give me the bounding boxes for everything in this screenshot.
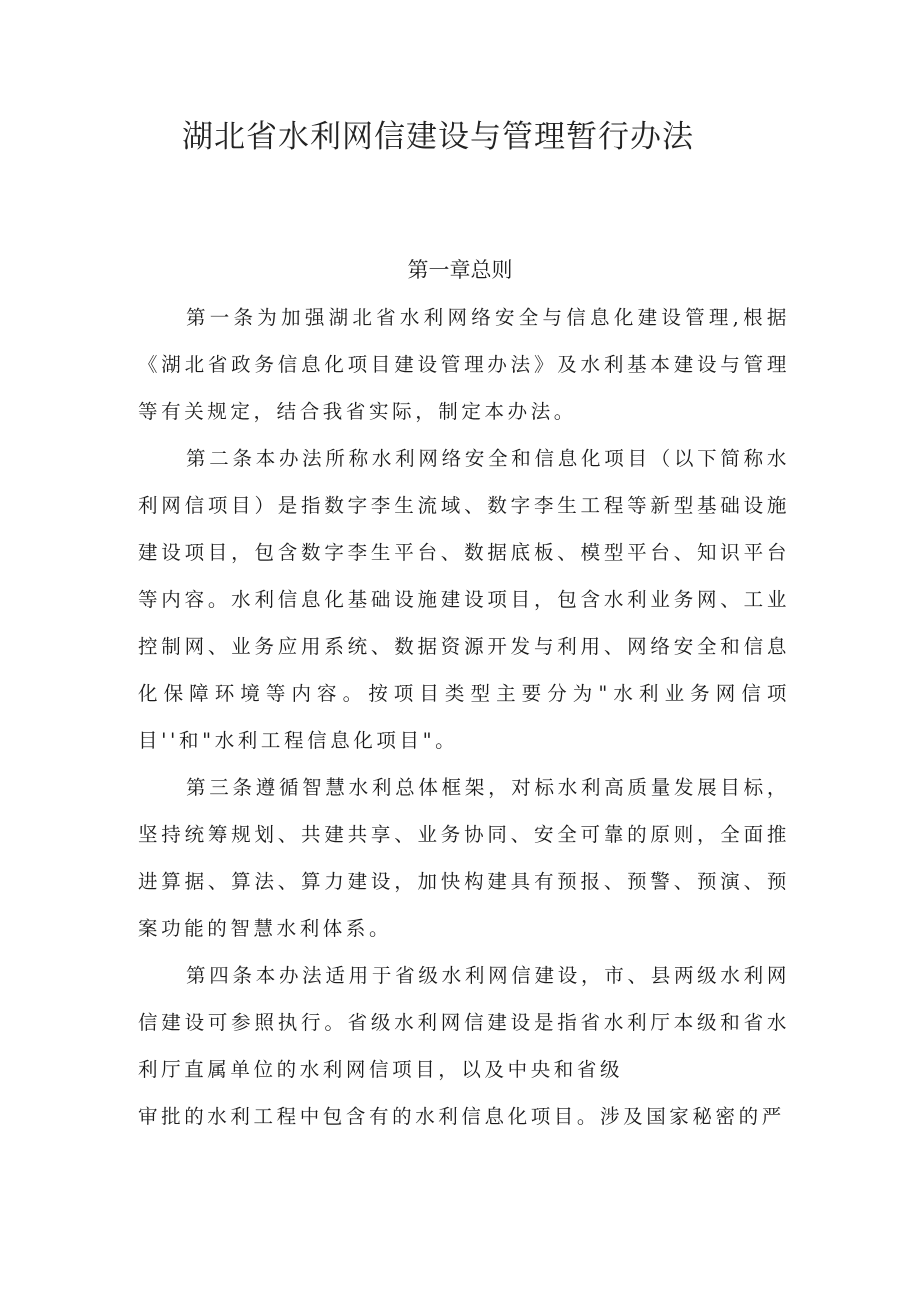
chapter-heading: 第一章总则 [407, 258, 513, 282]
document-body [138, 294, 790, 1140]
article-4-continuation: 审批的水利工程中包含有的水利信息化项目。涉及国家秘密的严 [138, 1105, 785, 1128]
article-4-paragraph: 第四条本办法适用于省级水利网信建设，市、县两级水利网信建设可参照执行。省级水利网信建设是指省水利厅本级和省水利厅直属单位的水利网信项目，以及中央和省级 [138, 964, 790, 1081]
article-3-paragraph: 第三条遵循智慧水利总体框架，对标水利高质量发展目标，坚持统筹规划、共建共享、业务协同、安全可靠的原则，全面推进算据、算法、算力建设，加快构建具有预报、预警、预演、预案功能的智慧水利体系。 [138, 776, 790, 940]
document-title: 湖北省水利网信建设与管理暂行办法 [182, 119, 694, 155]
article-2-paragraph: 第二条本办法所称水利网络安全和信息化项目（以下简称水利网信项目）是指数字李生流域、数字李生工程等新型基础设施建设项目，包含数字李生平台、数据底板、模型平台、知识平台等内容。水利信息化基础设施建设项目，包含水利业务网、工业控制网、业务应用系统、数据资源开发与利用、网络安全和信息化保障环境等内容。按项目类型主要分为"水利业务网信项目''和"水利工程信息化项目"。 [138, 447, 790, 752]
article-1-paragraph: 第一条为加强湖北省水利网络安全与信息化建设管理,根据《湖北省政务信息化项目建设管理办法》及水利基本建设与管理等有关规定，结合我省实际，制定本办法。 [138, 306, 790, 423]
